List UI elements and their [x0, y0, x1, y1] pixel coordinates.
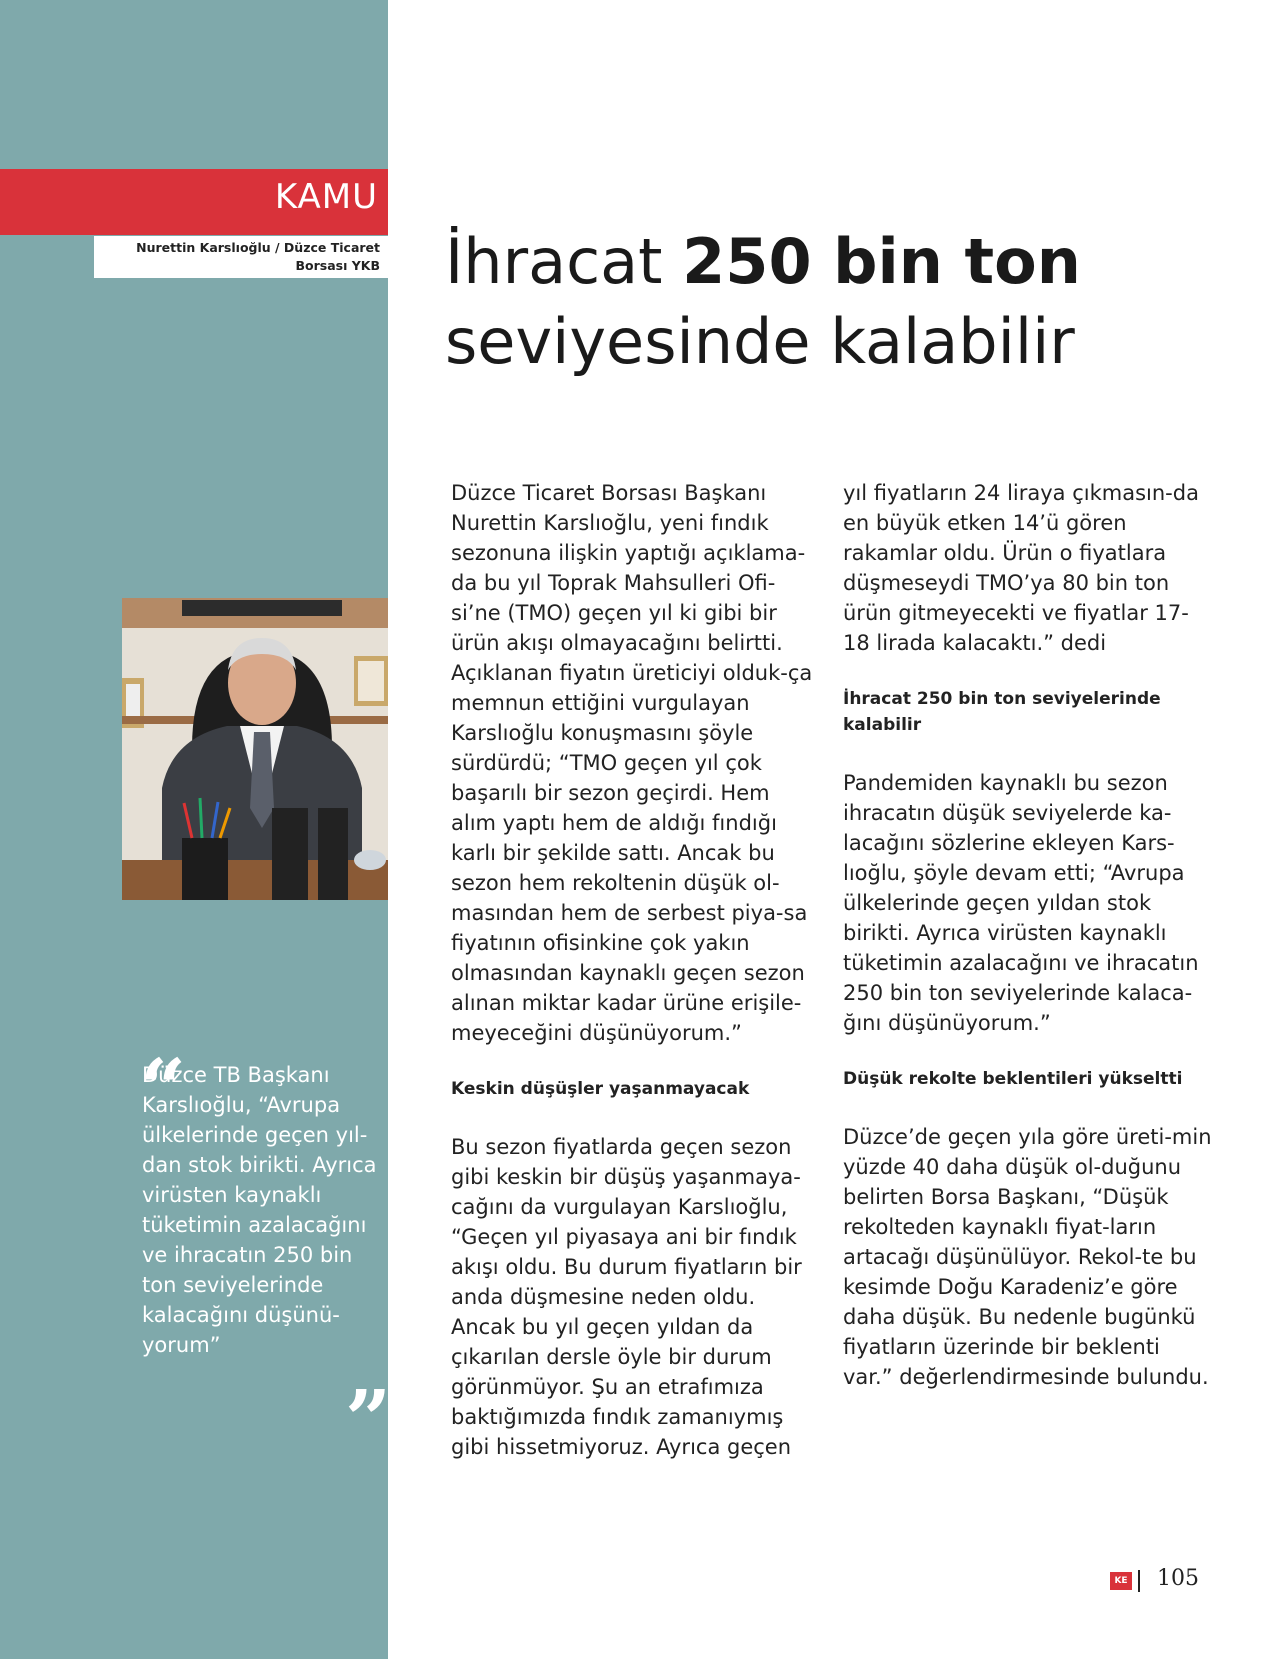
title-line-2: seviyesinde kalabilir: [445, 305, 1075, 378]
subheading: Keskin düşüşler yaşanmayacak: [451, 1079, 750, 1099]
byline-line-1: Nurettin Karslıoğlu / Düzce Ticaret: [136, 240, 380, 255]
paragraph: yıl fiyatların 24 liraya çıkmasın-da en büyük etken 14’ü gören rakamlar oldu. Ürün o fiyatlara düşmeseydi TMO’ya 80 bin ton ürün gitmeyecekti ve fiyatlar 17-18 lirada kalacaktı.” dedi: [843, 481, 1199, 655]
paragraph: Bu sezon fiyatlarda geçen sezon gibi keskin bir düşüş yaşanmaya-cağını da vurgulayan Karslıoğlu, “Geçen yıl piyasaya ani bir fındık akışı oldu. Bu durum fiyatların bir anda düşmesine neden oldu. Ancak bu yıl geçen yıldan da çıkarılan dersle öyle bir durum görünmüyor. Şu an etrafımıza baktığımızda fındık zamanıymış gibi hissetmiyoruz. Ayrıca geçen: [451, 1135, 802, 1459]
article-column-1: [451, 478, 821, 1462]
byline-line-2: Borsası YKB: [295, 258, 380, 273]
portrait-photo: [122, 598, 388, 900]
subheading: İhracat 250 bin ton seviyelerinde kalabilir: [843, 689, 1161, 735]
pull-quote: [142, 1060, 382, 1360]
quote-close-icon: ”: [345, 1372, 392, 1466]
magazine-logo: KE: [1110, 1572, 1132, 1590]
quote-open-icon: “: [140, 1041, 187, 1135]
footer-divider: [1138, 1570, 1140, 1592]
subheading: Düşük rekolte beklentileri yükseltti: [843, 1069, 1183, 1089]
pull-quote-text: Düzce TB Başkanı Karslıoğlu, “Avrupa ülkelerinde geçen yıl-dan stok birikti. Ayrıca virüsten kaynaklı tüketimin azalacağını ve ihracatın 250 bin ton seviyelerinde kalacağını düşünü-yorum”: [142, 1063, 377, 1357]
paragraph: Pandemiden kaynaklı bu sezon ihracatın düşük seviyelerde ka-lacağını sözlerine ekleyen Kars-lıoğlu, şöyle devam etti; “Avrupa ülkelerinde geçen yıldan stok birikti. Ayrıca virüsten kaynaklı tüketimin azalacağını ve ihracatın 250 bin ton seviyelerinde kalaca-ğını düşünüyorum.”: [843, 771, 1199, 1035]
section-label: KAMU: [274, 177, 378, 217]
paragraph: Düzce Ticaret Borsası Başkanı Nurettin Karslıoğlu, yeni fındık sezonuna ilişkin yaptığı açıklama-da bu yıl Toprak Mahsulleri Ofi-si’ne (TMO) geçen yıl ki gibi bir ürün akışı olmayacağını belirtti. Açıklanan fiyatın üreticiyi olduk-ça memnun ettiğini vurgulayan Karslıoğlu konuşmasını şöyle sürdürdü; “TMO geçen yıl çok başarılı bir sezon geçirdi. Hem alım yaptı hem de aldığı fındığı karlı bir şekilde sattı. Ancak bu sezon hem rekoltenin düşük ol-masından hem de serbest piya-sa fiyatının ofisinkine çok yakın olmasından kaynaklı geçen sezon alınan miktar kadar ürüne erişile-meyeceğini düşünüyorum.”: [451, 481, 813, 1045]
page-number: 105: [1157, 1566, 1199, 1591]
byline: [94, 236, 388, 278]
title-bold: 250 bin ton: [682, 225, 1081, 298]
portrait-illustration: [122, 598, 388, 900]
title-light: İhracat: [445, 225, 683, 298]
article-column-2: [843, 478, 1213, 1392]
paragraph: Düzce’de geçen yıla göre üreti-min yüzde 40 daha düşük ol-duğunu belirten Borsa Başkanı, “Düşük rekolteden kaynaklı fiyat-ların artacağı düşünülüyor. Rekol-te bu kesimde Doğu Karadeniz’e göre daha düşük. Bu nedenle bugünkü fiyatların üzerinde bir beklenti var.” değerlendirmesinde bulundu.: [843, 1125, 1212, 1389]
page-title: [445, 222, 1265, 382]
section-band: [0, 169, 388, 235]
